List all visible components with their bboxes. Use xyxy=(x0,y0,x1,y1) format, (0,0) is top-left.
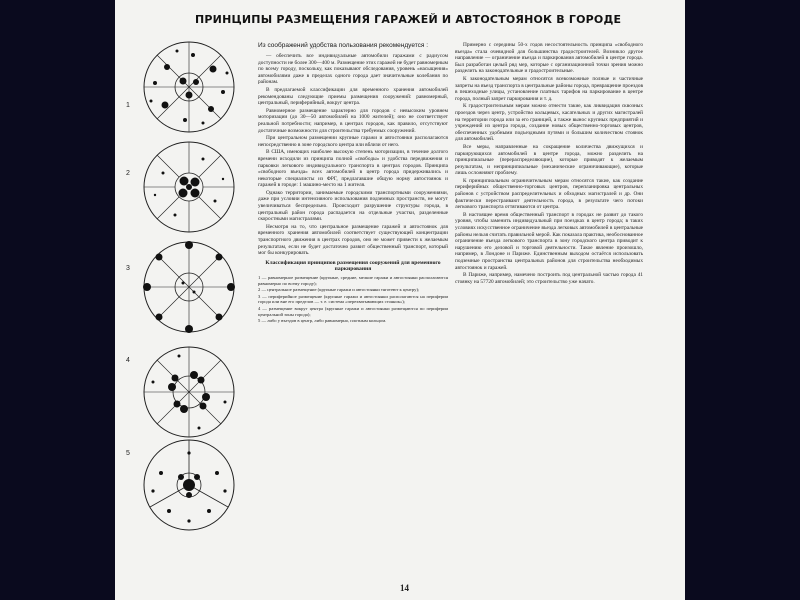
paragraph: К градостроительным мерам можно отнести такие, как ликвидация сквозных проездов через центр, устройство кольцевых, касательных и других магистралей на территории города или за его границей, а также вынос крупных предприятий и учреждений из центра города, создание новых общественно-торговых центров, обеспеченных удобными подъездными путями и большим количеством стоянок для автомобилей. xyxy=(455,103,643,143)
paragraph: — обеспечить все индивидуальные автомобили гаражами с радиусом доступности не более 300—400 м. Размещение этих гаражей не будет равномерным по всему городу, поскольку, как показывают обследования, уровень «насыщения» автомобилями даже в пределах одного города дает значительные колебания по районам. xyxy=(258,53,448,86)
classification-title: Классификация принципов размещения сооружений для временного паркирования xyxy=(265,259,441,273)
diagram-label-3: 3 xyxy=(126,265,130,272)
page-title: ПРИНЦИПЫ РАЗМЕЩЕНИЯ ГАРАЖЕЙ И АВТОСТОЯНОК В ГОРОДЕ xyxy=(195,13,622,26)
classification-item: 4 — размещение вокруг центра (крупные гаражи и автостоянки размещаются по периферии центральной зоны города); xyxy=(258,305,448,317)
paragraph: К принципиальным ограничительным мерам относятся такие, как создание периферийных общественно-торговых центров, перепланировка центральных районов с устройством распределительных и обходных магистралей и др. Они фактически перестраивают деятельность города, в результате чего потоки легкового транспорта оттягиваются от центра. xyxy=(455,177,643,211)
paragraph: Однако территории, занимаемые городскими транспортными сооружениями, даже при условии интенсивного использования подземных пространств, не могут увеличиваться беспредельно. Происходит разрушение структуры города, в центральный район города распадается на отдельные участки, разделенные скоростными магистралями. xyxy=(258,189,448,223)
paragraph: Равномерное размещение характерно для городов с невысоким уровнем моторизации (до 30—50 автомобилей на 1000 жителей); оно не соответствует реальной потребности; например, в центрах городов, как правило, отсутствуют достаточные возможности для строительства требуемых сооружений. xyxy=(258,107,448,134)
diagram-central xyxy=(144,142,234,232)
diagram-label-1: 1 xyxy=(126,102,130,109)
diagram-uniform xyxy=(144,42,234,132)
diagram-entrances xyxy=(144,440,234,530)
diagram-label-5: 5 xyxy=(126,450,130,457)
parking-diagrams xyxy=(124,35,254,535)
paragraph: В США, имеющих наиболее высокую степень моторизации, в течение долгого времени исходили из принципа полной «свободы» и удобства передвижения и парковки легкового индивидуального транспорта в центрах городов. Принципа «свободного въезда» всех автомобилей в центр города придерживались и некоторые специалисты из ФРГ, предлагавшие общую норму автостоянок и гаражей в городе: 1 машино-место на 1 жителя. xyxy=(258,149,448,189)
paragraph: Все меры, направленные на сокращение количества движущихся и паркирующихся автомобилей в центре города, можно разделить на принципиальные (перераспределяющие), которые приводят к желаемым результатам, и непринципиальные (механические ограничивающие), которые лишь осложняют проблему. xyxy=(455,143,643,177)
diagram-label-4: 4 xyxy=(126,357,130,364)
classification-item: 2 — центральное размещение (крупные гаражи и автостоянки тяготеют к центру); xyxy=(258,287,420,293)
diagram-label-2: 2 xyxy=(126,170,130,177)
classification-item: 3 — периферийное размещение (крупные гаражи и автостоянки располагаются на периферии города или вне его пределов — т. е. система «перехватывающих стоянок»); xyxy=(258,293,448,305)
paragraph: В настоящее время общественный транспорт в городах не развит до такого уровня, чтобы заменить индивидуальный при поездках в центр города; в таких условиях искусственное ограничение въезда легковых автомобилей в центральные районы нельзя считать правильной мерой. Как показала практика, необоснованное ограничение въезда легкового транспорта в зону городского центра приводит к нарушению его деловой и торговой деятельности. Такое явление произошло, например, в Лондоне и Париже. Единственным выходом остаётся использовать подземные пространства центральных районов для строительства необходимых автостоянок и гаражей. xyxy=(455,211,643,271)
paragraph: В Париже, например, намечено построить под центральной частью города 41 стоянку на 57720 автомобилей; это строительство уже начато. xyxy=(455,272,643,285)
classification-item: 1 — равномерное размещение (крупные, средние, мелкие гаражи и автостоянки располагаются равномерно по всему городу); xyxy=(258,275,448,286)
right-text-column xyxy=(455,42,643,550)
diagram-peripheral xyxy=(143,241,235,333)
paragraph: В предлагаемой классификации для временного хранения автомобилей рекомендованы следующие приемы размещения сооружений: равномерный, центральный, периферийный, вокруг центра. xyxy=(258,86,448,107)
lead-text: Из соображений удобства пользования рекомендуется : xyxy=(258,42,429,49)
diagram-around-center xyxy=(144,347,234,437)
page-number: 14 xyxy=(400,583,409,593)
classification-item: 5 — либо у въездов в центр, либо равномерно, плотным кольцом. xyxy=(258,318,387,324)
paragraph: При центральном размещении крупные гаражи и автостоянки располагаются непосредственно в зоне городского центра или вблизи от него. xyxy=(258,135,448,148)
paragraph: К законодательным мерам относятся всевозможные полные и частичные запреты на въезд транспорта в центральные районы города, превращение проездов в пешеходные улицы, установление платных тарифов на паркирование в центре города, полный запрет паркирования и т. д. xyxy=(455,75,643,102)
paragraph: Примерно с середины 50-х годов несостоятельность принципа «свободного въезда» стала очевидной для большинства градостроителей. Возникло другое направление — ограничение въезда и паркирования автомобилей в центре города. Был разработан целый ряд мер, которые с организационной точки зрения можно разделить на законодательные и градостроительные. xyxy=(455,42,643,75)
left-text-column xyxy=(258,42,448,550)
paragraph: Несмотря на то, что центральное размещение гаражей и автостоянок для временного хранения автомобилей соответствует существующей концентрации транспортного движения в центрах городов, оно не может привести к желаемым результатам, если не будет достаточно развит общественный транспорт, который мог бы конкурировать. xyxy=(258,223,448,257)
